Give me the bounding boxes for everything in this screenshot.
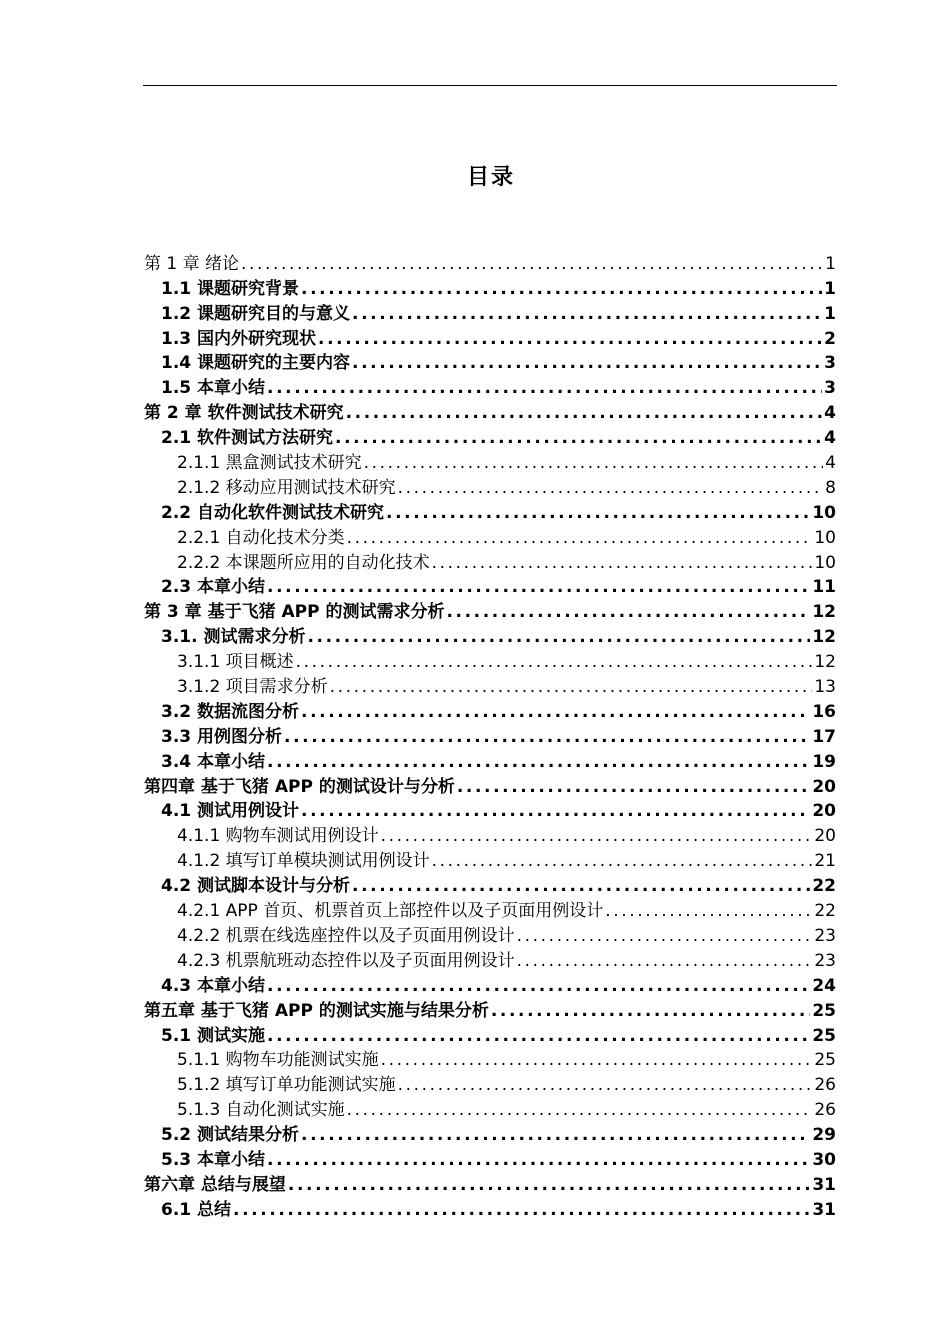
toc-entry-page: 4	[824, 428, 836, 449]
toc-entry-page: 20	[812, 801, 836, 822]
toc-entry-label: 4.2.1 APP 首页、机票首页上部控件以及子页面用例设计	[177, 901, 604, 922]
toc-entry[interactable]	[144, 773, 836, 798]
toc-entry[interactable]	[144, 325, 836, 350]
page-title: 目录	[466, 165, 515, 190]
toc-leader-dots	[288, 1174, 810, 1196]
toc-leader-dots	[308, 626, 811, 648]
toc-entry-page: 30	[812, 1149, 836, 1170]
toc-entry-label: 3.2 数据流图分析	[161, 701, 300, 722]
toc-leader-dots	[267, 576, 810, 598]
toc-entry[interactable]	[144, 1096, 836, 1121]
toc-entry[interactable]	[144, 822, 836, 847]
toc-entry[interactable]	[144, 449, 836, 474]
toc-leader-dots	[284, 726, 810, 748]
toc-entry-label: 4.2.3 机票航班动态控件以及子页面用例设计	[177, 950, 515, 971]
toc-entry[interactable]	[144, 1022, 836, 1047]
toc-leader-dots	[241, 253, 823, 275]
toc-entry-page: 22	[812, 876, 836, 897]
table-of-contents	[144, 250, 836, 1221]
toc-entry-label: 2.3 本章小结	[161, 577, 266, 598]
toc-entry-label: 3.1.1 项目概述	[177, 652, 294, 673]
toc-leader-dots	[491, 1000, 810, 1022]
toc-entry[interactable]	[144, 972, 836, 997]
toc-entry-label: 4.3 本章小结	[161, 975, 266, 996]
toc-leader-dots	[301, 800, 810, 822]
toc-entry[interactable]	[144, 648, 836, 673]
toc-entry-page: 11	[812, 577, 836, 598]
toc-entry-label: 第 1 章 绪论	[144, 253, 240, 274]
toc-leader-dots	[233, 1199, 810, 1221]
toc-entry[interactable]	[144, 549, 836, 574]
toc-entry-page: 21	[814, 851, 836, 872]
toc-entry-label: 5.1.1 购物车功能测试实施	[177, 1050, 379, 1071]
toc-entry[interactable]	[144, 300, 836, 325]
toc-entry-page: 22	[814, 901, 836, 922]
toc-entry[interactable]	[144, 922, 836, 947]
toc-entry[interactable]	[144, 1146, 836, 1171]
toc-leader-dots	[386, 502, 810, 524]
toc-entry[interactable]	[144, 524, 836, 549]
toc-entry[interactable]	[144, 1171, 836, 1196]
toc-entry-page: 20	[814, 826, 836, 847]
toc-leader-dots	[347, 527, 813, 549]
toc-entry-label: 2.2 自动化软件测试技术研究	[161, 502, 385, 523]
toc-entry-label: 4.1 测试用例设计	[161, 801, 300, 822]
toc-entry-label: 5.1 测试实施	[161, 1025, 266, 1046]
toc-entry[interactable]	[144, 374, 836, 399]
toc-entry-label: 1.4 课题研究的主要内容	[161, 353, 351, 374]
toc-leader-dots	[267, 377, 822, 399]
toc-entry-page: 4	[824, 403, 836, 424]
toc-leader-dots	[352, 303, 822, 325]
toc-leader-dots	[267, 975, 810, 997]
toc-entry-page: 23	[814, 925, 836, 946]
toc-entry-label: 5.1.2 填写订单功能测试实施	[177, 1075, 396, 1096]
toc-entry-page: 17	[812, 726, 836, 747]
toc-entry-page: 4	[825, 453, 836, 474]
toc-entry[interactable]	[144, 872, 836, 897]
toc-leader-dots	[432, 850, 813, 872]
toc-entry-page: 10	[814, 552, 836, 573]
toc-entry-page: 24	[812, 975, 836, 996]
toc-entry-label: 4.1.2 填写订单模块测试用例设计	[177, 851, 430, 872]
toc-leader-dots	[381, 825, 813, 847]
toc-entry-page: 16	[812, 701, 836, 722]
toc-entry-page: 26	[814, 1100, 836, 1121]
toc-leader-dots	[267, 751, 810, 773]
toc-entry-page: 25	[812, 1025, 836, 1046]
toc-entry-label: 2.2.2 本课题所应用的自动化技术	[177, 552, 430, 573]
toc-entry-label: 第五章 基于飞猪 APP 的测试实施与结果分析	[144, 1000, 489, 1021]
toc-entry-page: 25	[812, 1000, 836, 1021]
toc-entry-label: 6.1 总结	[161, 1199, 232, 1220]
toc-entry-page: 31	[812, 1174, 836, 1195]
toc-entry-label: 第 2 章 软件测试技术研究	[144, 403, 344, 424]
toc-entry-label: 1.1 课题研究背景	[161, 278, 300, 299]
toc-leader-dots	[517, 925, 813, 947]
toc-entry[interactable]	[144, 598, 836, 623]
toc-entry-label: 3.4 本章小结	[161, 751, 266, 772]
toc-entry[interactable]	[144, 748, 836, 773]
toc-entry-page: 1	[824, 278, 836, 299]
toc-leader-dots	[352, 352, 822, 374]
toc-entry[interactable]	[144, 947, 836, 972]
toc-leader-dots	[296, 651, 813, 673]
toc-entry-page: 29	[812, 1125, 836, 1146]
toc-entry-label: 5.3 本章小结	[161, 1149, 266, 1170]
toc-entry-label: 4.1.1 购物车测试用例设计	[177, 826, 379, 847]
toc-entry[interactable]	[144, 847, 836, 872]
toc-entry[interactable]	[144, 499, 836, 524]
toc-leader-dots	[267, 1149, 810, 1171]
toc-leader-dots	[457, 776, 810, 798]
toc-entry-page: 3	[824, 353, 836, 374]
toc-entry[interactable]	[144, 574, 836, 599]
toc-leader-dots	[346, 402, 823, 424]
toc-leader-dots	[267, 1025, 810, 1047]
header-rule	[143, 85, 837, 86]
toc-leader-dots	[335, 427, 822, 449]
toc-entry-page: 23	[814, 950, 836, 971]
toc-entry-label: 3.1. 测试需求分析	[161, 627, 306, 648]
toc-leader-dots	[352, 875, 810, 897]
toc-leader-dots	[318, 328, 822, 350]
toc-entry-page: 12	[812, 627, 836, 648]
toc-entry[interactable]	[144, 798, 836, 823]
toc-entry-page: 1	[824, 303, 836, 324]
toc-entry-label: 4.2 测试脚本设计与分析	[161, 876, 351, 897]
toc-leader-dots	[447, 601, 811, 623]
toc-entry[interactable]	[144, 250, 836, 275]
toc-entry-page: 1	[825, 253, 836, 274]
toc-entry-label: 1.5 本章小结	[161, 378, 266, 399]
toc-leader-dots	[398, 1074, 813, 1096]
toc-entry-page: 12	[814, 652, 836, 673]
toc-entry[interactable]	[144, 1196, 836, 1221]
toc-entry-page: 25	[814, 1050, 836, 1071]
toc-leader-dots	[347, 1099, 813, 1121]
toc-entry[interactable]	[144, 997, 836, 1022]
toc-entry-label: 2.1.2 移动应用测试技术研究	[177, 477, 396, 498]
toc-leader-dots	[398, 477, 824, 499]
toc-entry-label: 2.1 软件测试方法研究	[161, 428, 334, 449]
toc-entry[interactable]	[144, 350, 836, 375]
toc-entry[interactable]	[144, 1047, 836, 1072]
toc-leader-dots	[432, 552, 813, 574]
toc-leader-dots	[364, 452, 824, 474]
toc-entry-label: 2.2.1 自动化技术分类	[177, 527, 345, 548]
toc-leader-dots	[517, 950, 813, 972]
toc-entry-label: 4.2.2 机票在线选座控件以及子页面用例设计	[177, 925, 515, 946]
toc-entry-page: 31	[812, 1199, 836, 1220]
toc-entry[interactable]	[144, 673, 836, 698]
toc-entry-page: 3	[824, 378, 836, 399]
toc-entry[interactable]	[144, 399, 836, 424]
toc-leader-dots	[330, 676, 813, 698]
toc-entry[interactable]	[144, 474, 836, 499]
toc-entry-page: 20	[812, 776, 836, 797]
toc-entry[interactable]	[144, 698, 836, 723]
toc-entry[interactable]	[144, 1121, 836, 1146]
toc-entry-page: 10	[814, 527, 836, 548]
toc-entry-label: 第四章 基于飞猪 APP 的测试设计与分析	[144, 776, 455, 797]
toc-entry[interactable]	[144, 897, 836, 922]
toc-leader-dots	[301, 278, 822, 300]
toc-leader-dots	[381, 1049, 813, 1071]
toc-entry-label: 第六章 总结与展望	[144, 1174, 286, 1195]
toc-entry-label: 5.2 测试结果分析	[161, 1125, 300, 1146]
toc-entry-page: 8	[825, 477, 836, 498]
toc-entry-label: 3.3 用例图分析	[161, 726, 283, 747]
toc-entry-label: 2.1.1 黑盒测试技术研究	[177, 453, 362, 474]
toc-leader-dots	[301, 1124, 810, 1146]
toc-entry-label: 5.1.3 自动化测试实施	[177, 1100, 345, 1121]
toc-entry-page: 26	[814, 1075, 836, 1096]
toc-entry-page: 10	[812, 502, 836, 523]
toc-leader-dots	[605, 900, 812, 922]
toc-entry-label: 1.3 国内外研究现状	[161, 328, 317, 349]
toc-entry[interactable]	[144, 723, 836, 748]
toc-entry-page: 2	[824, 328, 836, 349]
toc-entry-label: 1.2 课题研究目的与意义	[161, 303, 351, 324]
toc-entry-page: 19	[812, 751, 836, 772]
toc-entry-page: 12	[812, 602, 836, 623]
toc-entry[interactable]	[144, 623, 836, 648]
toc-entry[interactable]	[144, 424, 836, 449]
toc-entry[interactable]	[144, 275, 836, 300]
toc-entry[interactable]	[144, 1071, 836, 1096]
toc-entry-page: 13	[814, 677, 836, 698]
toc-entry-label: 3.1.2 项目需求分析	[177, 677, 328, 698]
toc-entry-label: 第 3 章 基于飞猪 APP 的测试需求分析	[144, 602, 445, 623]
toc-leader-dots	[301, 701, 810, 723]
